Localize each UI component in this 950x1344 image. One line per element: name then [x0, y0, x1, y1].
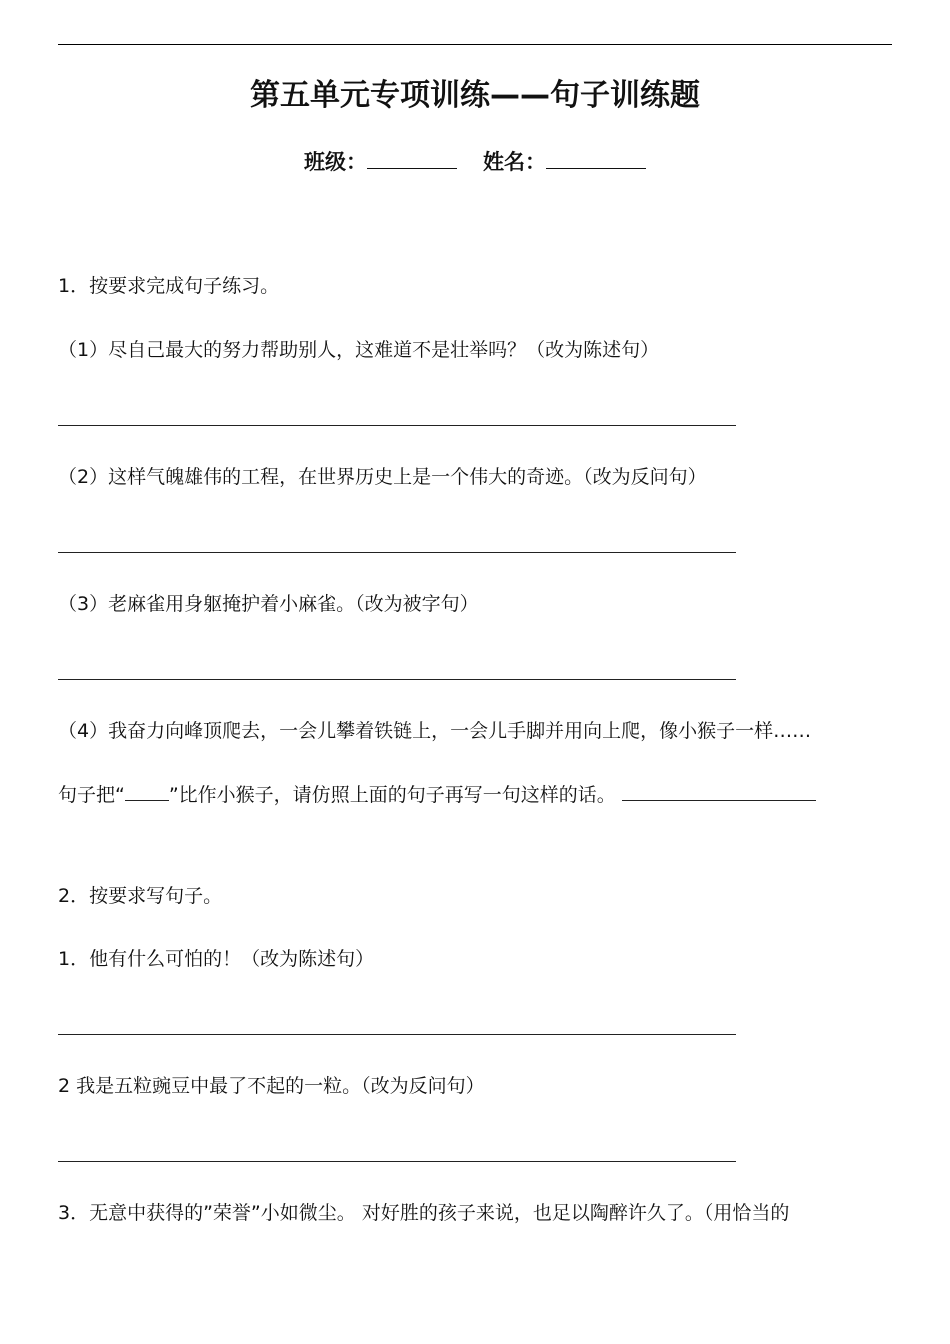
- answer-line-1-1[interactable]: [58, 425, 736, 426]
- name-label: 姓名：: [483, 150, 546, 174]
- section1-question-1: （1）尽自己最大的努力帮助别人，这难道不是壮举吗？（改为陈述句）: [58, 339, 660, 361]
- name-blank[interactable]: [546, 148, 646, 169]
- section1-question-4-line2: [58, 782, 816, 808]
- section2-question-2: 2 我是五粒豌豆中最了不起的一粒。（改为反问句）: [58, 1075, 485, 1097]
- class-name-row: [0, 146, 950, 176]
- q4-text-b: ”比作小猴子，请仿照上面的句子再写一句这样的话。: [168, 784, 616, 806]
- section1-question-3: （3）老麻雀用身躯掩护着小麻雀。（改为被字句）: [58, 593, 479, 615]
- section1-question-2: （2）这样气魄雄伟的工程，在世界历史上是一个伟大的奇迹。（改为反问句）: [58, 466, 707, 488]
- q4-answer-blank[interactable]: [622, 782, 816, 801]
- section2-question-3: 3．无意中获得的”荣誉”小如微尘。 对好胜的孩子来说，也足以陶醉许久了。（用恰当的: [58, 1202, 790, 1224]
- class-label: 班级：: [304, 150, 367, 174]
- answer-line-2-1[interactable]: [58, 1034, 736, 1035]
- q4-inline-blank[interactable]: [125, 782, 169, 801]
- top-rule: [58, 44, 892, 45]
- answer-line-1-3[interactable]: [58, 679, 736, 680]
- answer-line-1-2[interactable]: [58, 552, 736, 553]
- q4-text-a: 句子把“: [58, 784, 125, 806]
- section2-question-1: 1．他有什么可怕的！（改为陈述句）: [58, 948, 375, 970]
- class-blank[interactable]: [367, 148, 457, 169]
- answer-line-2-2[interactable]: [58, 1161, 736, 1162]
- page-title: 第五单元专项训练——句子训练题: [250, 78, 700, 113]
- section2-heading: 2．按要求写句子。: [58, 885, 223, 907]
- section1-question-4: （4）我奋力向峰顶爬去，一会儿攀着铁链上，一会儿手脚并用向上爬，像小猴子一样……: [58, 720, 812, 742]
- section1-heading: 1．按要求完成句子练习。: [58, 275, 280, 297]
